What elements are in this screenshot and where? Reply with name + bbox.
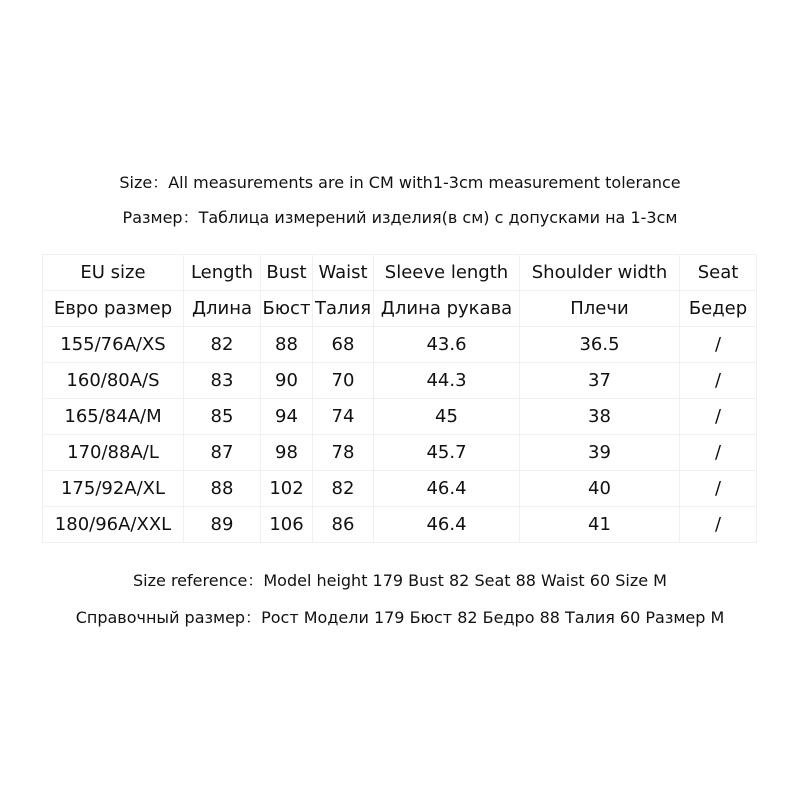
table-cell: 86 (313, 507, 374, 543)
column-header: Евро размер (43, 291, 184, 327)
measurement-note-ru: Размер：Таблица измерений изделия(в см) с допусками на 1-3см (122, 208, 678, 227)
table-cell: 41 (520, 507, 680, 543)
table-cell: 83 (184, 363, 261, 399)
measurement-note-en: Size：All measurements are in CM with1-3cm measurement tolerance (119, 173, 681, 192)
header-row-ru (43, 291, 757, 327)
column-header: Талия (313, 291, 374, 327)
table-cell: 160/80A/S (43, 363, 184, 399)
table-cell: 106 (261, 507, 313, 543)
column-header: Length (184, 255, 261, 291)
column-header: Sleeve length (374, 255, 520, 291)
table-cell: 68 (313, 327, 374, 363)
column-header: Длина рукава (374, 291, 520, 327)
table-cell: 94 (261, 399, 313, 435)
table-cell: 165/84A/M (43, 399, 184, 435)
table-cell: 45.7 (374, 435, 520, 471)
table-cell: 90 (261, 363, 313, 399)
table-cell: 175/92A/XL (43, 471, 184, 507)
table-cell: 88 (184, 471, 261, 507)
table-cell: / (680, 471, 757, 507)
table-cell: 45 (374, 399, 520, 435)
table-cell: 46.4 (374, 471, 520, 507)
column-header: Бедер (680, 291, 757, 327)
table-cell: / (680, 327, 757, 363)
table-cell: 43.6 (374, 327, 520, 363)
column-header: EU size (43, 255, 184, 291)
table-row (43, 327, 757, 363)
table-row (43, 435, 757, 471)
table-cell: 85 (184, 399, 261, 435)
header-row-en (43, 255, 757, 291)
column-header: Shoulder width (520, 255, 680, 291)
table-cell: 82 (184, 327, 261, 363)
column-header: Seat (680, 255, 757, 291)
table-cell: 39 (520, 435, 680, 471)
table-cell: / (680, 507, 757, 543)
size-chart-table (42, 254, 757, 543)
table-cell: 40 (520, 471, 680, 507)
table-cell: 170/88A/L (43, 435, 184, 471)
table-cell: 37 (520, 363, 680, 399)
table-cell: 89 (184, 507, 261, 543)
column-header: Плечи (520, 291, 680, 327)
size-reference-en: Size reference：Model height 179 Bust 82 Seat 88 Waist 60 Size M (133, 571, 667, 590)
table-cell: 46.4 (374, 507, 520, 543)
column-header: Бюст (261, 291, 313, 327)
table-cell: / (680, 435, 757, 471)
table-cell: / (680, 399, 757, 435)
table-row (43, 363, 757, 399)
table-cell: 38 (520, 399, 680, 435)
table-cell: 82 (313, 471, 374, 507)
table-cell: 78 (313, 435, 374, 471)
table-cell: 180/96A/XXL (43, 507, 184, 543)
table-row (43, 399, 757, 435)
size-reference-ru: Справочный размер：Рост Модели 179 Бюст 82 Бедро 88 Талия 60 Размер М (75, 608, 725, 627)
table-cell: 70 (313, 363, 374, 399)
table-row (43, 471, 757, 507)
table-cell: 36.5 (520, 327, 680, 363)
table-cell: / (680, 363, 757, 399)
table-cell: 88 (261, 327, 313, 363)
table-cell: 155/76A/XS (43, 327, 184, 363)
table-cell: 102 (261, 471, 313, 507)
column-header: Длина (184, 291, 261, 327)
table-row (43, 507, 757, 543)
table-cell: 98 (261, 435, 313, 471)
table-cell: 87 (184, 435, 261, 471)
table-cell: 44.3 (374, 363, 520, 399)
column-header: Waist (313, 255, 374, 291)
table-cell: 74 (313, 399, 374, 435)
column-header: Bust (261, 255, 313, 291)
